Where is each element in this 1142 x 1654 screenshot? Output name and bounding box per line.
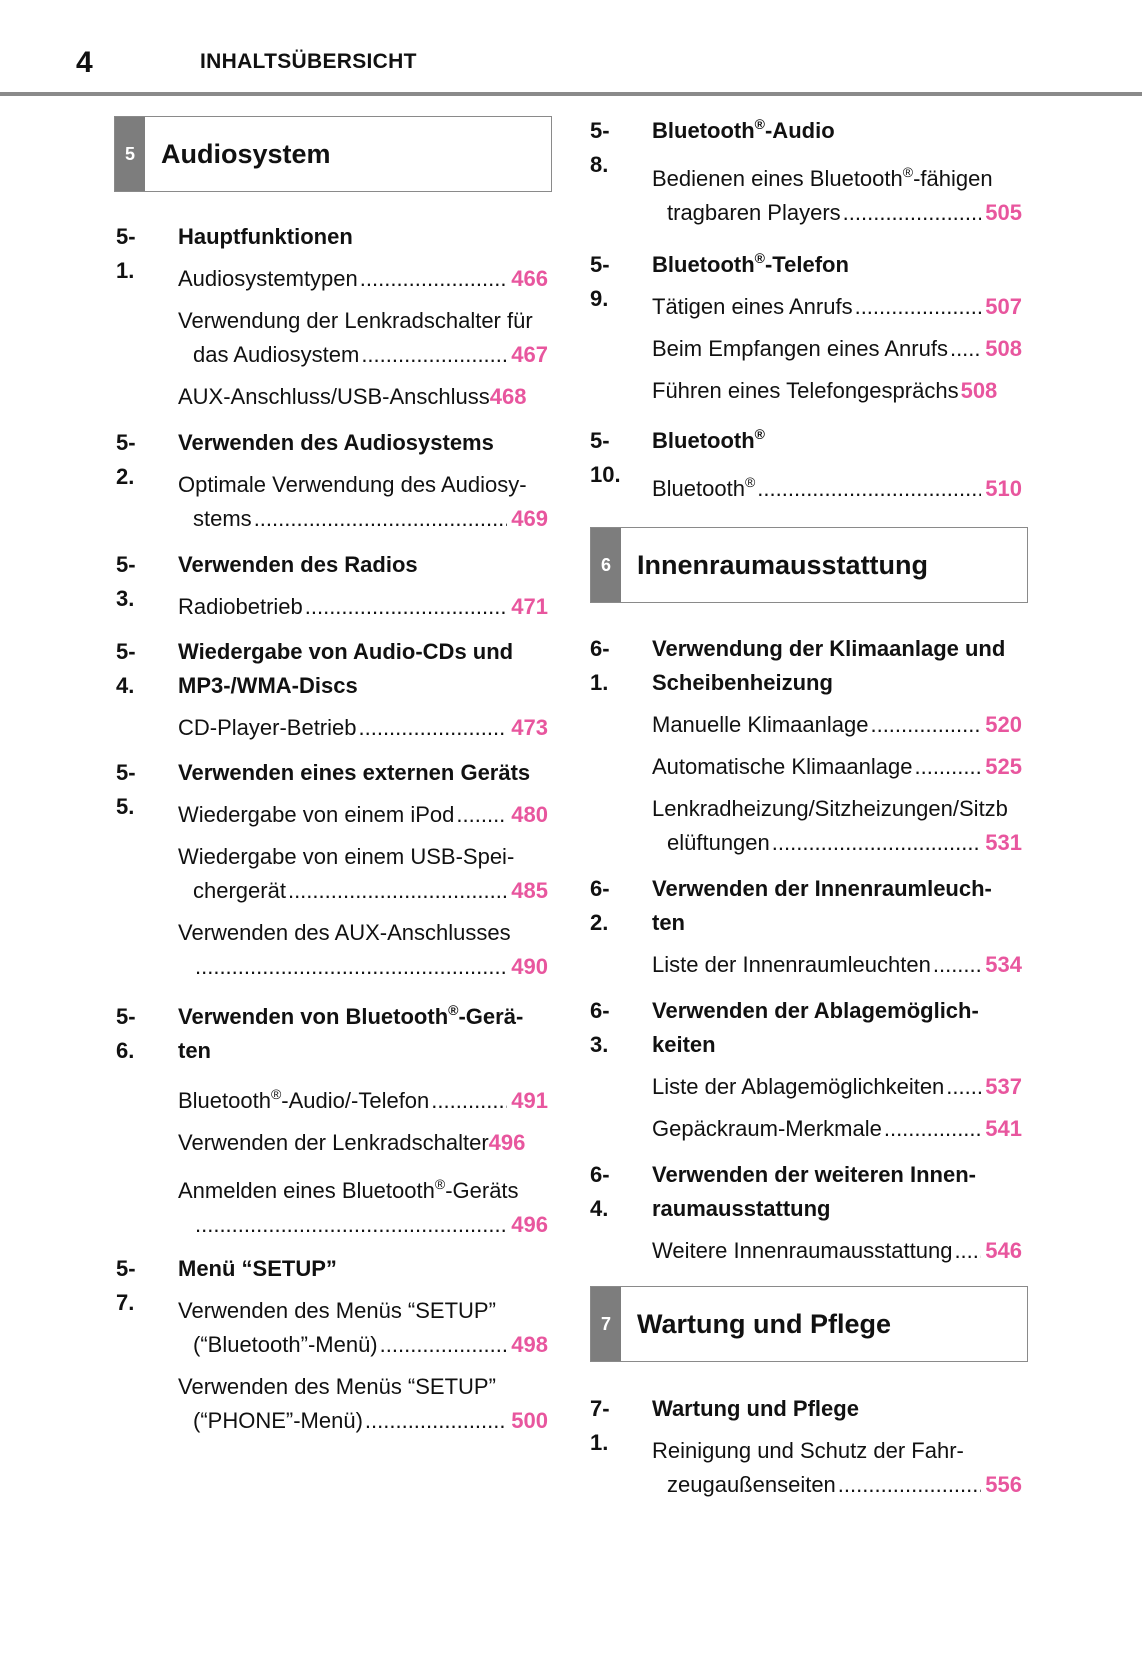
leader-dots [950, 332, 981, 366]
section-number: 5-6. [116, 1004, 136, 1063]
chapter-5-header[interactable] [114, 116, 552, 192]
entry-label [178, 1084, 429, 1118]
leader-dots [757, 472, 981, 506]
registered-mark: ® [448, 1002, 459, 1018]
entry-label-line1: Wiedergabe von einem USB-Spei- [178, 844, 515, 869]
section-title: Verwenden des Radios [178, 552, 418, 577]
entry-label: stems [193, 506, 252, 531]
toc-entry[interactable] [178, 468, 548, 536]
entry-page: 505 [985, 200, 1022, 225]
section-number: 6-2. [590, 876, 610, 935]
section-title-line2: ten [652, 910, 685, 935]
entry-label: das Audiosystem [193, 342, 360, 367]
section-title [652, 872, 1032, 940]
registered-mark: ® [754, 426, 765, 442]
section-title-line2: Scheibenheizung [652, 670, 833, 695]
entry-label: Tätigen eines Anrufs [652, 294, 853, 319]
toc-entry[interactable] [178, 262, 548, 296]
leader-dots [195, 1208, 507, 1242]
entry-label: tragbaren Players [667, 200, 841, 225]
entry-label: Wiedergabe von einem iPod [178, 802, 455, 827]
section-number: 6-4. [590, 1162, 610, 1221]
entry-label: Liste der Innenraumleuchten [652, 952, 931, 977]
section-title-line2: raumausstattung [652, 1196, 831, 1221]
entry-label-line1: Reinigung und Schutz der Fahr- [652, 1438, 964, 1463]
registered-mark: ® [754, 250, 765, 266]
entry-page: 546 [985, 1238, 1022, 1263]
entry-page: 537 [985, 1074, 1022, 1099]
section-title-line2: ten [178, 1038, 211, 1063]
section-number: 5-3. [116, 552, 136, 611]
entry-label-line1: Verwenden des Menüs “SETUP” [178, 1374, 496, 1399]
leader-dots [954, 1234, 981, 1268]
leader-dots [946, 1070, 981, 1104]
section-title-line1: Verwenden der Innenraumleuch- [652, 876, 992, 901]
header-divider [0, 92, 1142, 96]
section-title-part: Bluetooth [652, 118, 755, 143]
entry-page: 468 [489, 384, 527, 409]
entry-page: 469 [511, 506, 548, 531]
entry-page: 485 [511, 878, 548, 903]
entry-label-part: -Geräts [445, 1178, 519, 1203]
leader-dots [254, 502, 508, 536]
section-title-line1: Wiedergabe von Audio-CDs und [178, 639, 514, 664]
section-title-line2: MP3-/WMA-Discs [178, 673, 358, 698]
entry-label-line1: Optimale Verwendung des Audiosy- [178, 472, 527, 497]
leader-dots [456, 798, 507, 832]
section-title [178, 1000, 558, 1068]
entry-page: 508 [960, 378, 998, 403]
toc-entry[interactable] [652, 332, 1022, 366]
leader-dots [838, 1468, 981, 1502]
entry-label: (“Bluetooth”-Menü) [193, 1332, 378, 1357]
toc-entry[interactable] [652, 290, 1022, 324]
entry-label-line1: Verwenden des Menüs “SETUP” [178, 1298, 496, 1323]
entry-label: (“PHONE”-Menü) [193, 1408, 363, 1433]
entry-label: zeugaußenseiten [667, 1472, 836, 1497]
section-title [652, 114, 1032, 148]
leader-dots [305, 590, 508, 624]
toc-entry[interactable] [178, 1174, 548, 1242]
entry-label: Liste der Ablagemöglichkeiten [652, 1074, 945, 1099]
registered-mark: ® [744, 474, 756, 490]
section-number: 5-8. [590, 118, 610, 177]
entry-page: 480 [511, 802, 548, 827]
entry-label-part: Bluetooth [178, 1088, 271, 1113]
leader-dots [365, 1404, 507, 1438]
toc-entry[interactable] [178, 1294, 548, 1362]
toc-entry[interactable] [652, 792, 1022, 860]
entry-label-part: Anmelden eines Bluetooth [178, 1178, 435, 1203]
entry-label: AUX-Anschluss/USB-Anschluss [178, 384, 490, 409]
entry-page: 525 [985, 754, 1022, 779]
leader-dots [933, 948, 981, 982]
entry-label-part: -fähigen [913, 166, 993, 191]
toc-entry[interactable] [652, 162, 1022, 230]
entry-page: 466 [511, 266, 548, 291]
entry-page: 507 [985, 294, 1022, 319]
entry-label: Weitere Innenraumausstattung [652, 1238, 953, 1263]
entry-label: Verwenden der Lenkradschalter [178, 1130, 489, 1155]
entry-page: 556 [985, 1472, 1022, 1497]
toc-entry[interactable] [652, 1234, 1022, 1268]
toc-entry[interactable] [652, 708, 1022, 742]
entry-label: Gepäckraum-Merkmale [652, 1116, 882, 1141]
entry-page: 496 [488, 1130, 526, 1155]
section-title-part: -Telefon [764, 252, 849, 277]
entry-page: 531 [985, 830, 1022, 855]
entry-page: 508 [985, 336, 1022, 361]
section-title-line1: Verwendung der Klimaanlage und [652, 636, 1006, 661]
section-title-line2: keiten [652, 1032, 716, 1057]
section-title: Menü “SETUP” [178, 1256, 337, 1281]
section-number: 5-7. [116, 1256, 136, 1315]
toc-entry[interactable] [178, 304, 548, 372]
toc-entry[interactable] [178, 798, 548, 832]
entry-page: 496 [511, 1212, 548, 1237]
chapter-tab: 5 [115, 117, 145, 191]
entry-label-line1 [652, 162, 1022, 196]
toc-entry[interactable] [652, 374, 1022, 408]
entry-page: 520 [985, 712, 1022, 737]
leader-dots [914, 750, 981, 784]
section-number: 5-4. [116, 639, 136, 698]
section-number: 5-1. [116, 224, 136, 283]
toc-entry[interactable] [652, 948, 1022, 982]
section-number: 5-9. [590, 252, 610, 311]
entry-label: Beim Empfangen eines Anrufs [652, 336, 948, 361]
page-header [0, 0, 1142, 96]
section-title-line1: Verwenden der weiteren Innen- [652, 1162, 976, 1187]
section-number: 5-10. [590, 428, 621, 487]
entry-label: Audiosystemtypen [178, 266, 358, 291]
entry-label: Führen eines Telefongesprächs [652, 378, 959, 403]
toc-entry[interactable] [652, 750, 1022, 784]
entry-page: 541 [985, 1116, 1022, 1141]
leader-dots [361, 338, 507, 372]
section-title-line1: Verwenden von Bluetooth [178, 1004, 449, 1029]
chapter-tab: 7 [591, 1287, 621, 1361]
registered-mark: ® [902, 164, 914, 180]
section-title-line1: Verwenden der Ablagemöglich- [652, 998, 979, 1023]
toc-entry[interactable] [652, 472, 1022, 506]
registered-mark: ® [434, 1176, 446, 1192]
chapter-title: Innenraumausstattung [637, 549, 929, 580]
toc-entry[interactable] [652, 1112, 1022, 1146]
entry-label-part: -Audio/-Telefon [281, 1088, 430, 1113]
entry-label: Radiobetrieb [178, 594, 303, 619]
chapter-title: Wartung und Pflege [637, 1308, 891, 1339]
section-title [652, 632, 1032, 700]
leader-dots [288, 874, 507, 908]
section-title [652, 994, 1032, 1062]
section-title-part: Bluetooth [652, 252, 755, 277]
leader-dots [431, 1084, 507, 1118]
leader-dots [870, 708, 981, 742]
entry-label: chergerät [193, 878, 286, 903]
section-number: 5-5. [116, 760, 136, 819]
toc-entry[interactable] [178, 711, 548, 745]
section-title-part: Bluetooth [652, 428, 755, 453]
leader-dots [843, 196, 982, 230]
leader-dots [884, 1112, 981, 1146]
leader-dots [380, 1328, 508, 1362]
section-title-part: -Audio [764, 118, 835, 143]
page-number: 4 [76, 46, 93, 79]
toc-entry[interactable] [178, 840, 548, 908]
entry-label-line1 [178, 1174, 548, 1208]
section-title [178, 635, 558, 703]
section-title [652, 248, 1032, 282]
leader-dots [360, 262, 508, 296]
entry-label-part: Bedienen eines Bluetooth [652, 166, 903, 191]
toc-entry[interactable] [178, 590, 548, 624]
section-title: Wartung und Pflege [652, 1396, 859, 1421]
header-title: INHALTSÜBERSICHT [200, 50, 417, 73]
section-number: 5-2. [116, 430, 136, 489]
section-title: Verwenden eines externen Geräts [178, 760, 531, 785]
entry-page: 534 [985, 952, 1022, 977]
section-number: 6-1. [590, 636, 610, 695]
section-number: 7-1. [590, 1396, 610, 1455]
section-title [652, 1158, 1032, 1226]
entry-page: 500 [511, 1408, 548, 1433]
entry-page: 473 [511, 715, 548, 740]
leader-dots [195, 950, 507, 984]
section-title: Verwenden des Audiosystems [178, 430, 494, 455]
entry-page: 467 [511, 342, 548, 367]
registered-mark: ® [754, 116, 765, 132]
toc-entry[interactable] [178, 916, 548, 984]
entry-label-line1: Verwendung der Lenkradschalter für [178, 308, 533, 333]
entry-label-part: Bluetooth [652, 476, 745, 501]
toc-entry[interactable] [178, 1126, 548, 1160]
entry-page: 498 [511, 1332, 548, 1357]
section-title [652, 424, 1032, 458]
toc-entry[interactable] [178, 1370, 548, 1438]
registered-mark: ® [270, 1086, 282, 1102]
toc-entry[interactable] [652, 1070, 1022, 1104]
chapter-tab: 6 [591, 528, 621, 602]
section-title-line1-end: -Gerä- [458, 1004, 524, 1029]
entry-label: elüftungen [667, 830, 770, 855]
toc-entry[interactable] [652, 1434, 1022, 1502]
chapter-6-header[interactable] [590, 527, 1028, 603]
leader-dots [359, 711, 508, 745]
entry-page: 510 [985, 476, 1022, 501]
toc-entry[interactable] [178, 1084, 548, 1118]
entry-page: 490 [511, 954, 548, 979]
toc-entry[interactable] [178, 380, 548, 414]
entry-label: Automatische Klimaanlage [652, 754, 913, 779]
entry-label [652, 472, 755, 506]
entry-label-line1: Lenkradheizung/Sitzheizungen/Sitzb [652, 796, 1008, 821]
entry-label: CD-Player-Betrieb [178, 715, 357, 740]
entry-page: 491 [511, 1088, 548, 1113]
leader-dots [855, 290, 982, 324]
leader-dots [772, 826, 982, 860]
chapter-7-header[interactable] [590, 1286, 1028, 1362]
chapter-title: Audiosystem [161, 138, 331, 169]
entry-label-line1: Verwenden des AUX-Anschlusses [178, 920, 511, 945]
entry-page: 471 [511, 594, 548, 619]
entry-label: Manuelle Klimaanlage [652, 712, 869, 737]
section-title: Hauptfunktionen [178, 224, 353, 249]
section-number: 6-3. [590, 998, 610, 1057]
